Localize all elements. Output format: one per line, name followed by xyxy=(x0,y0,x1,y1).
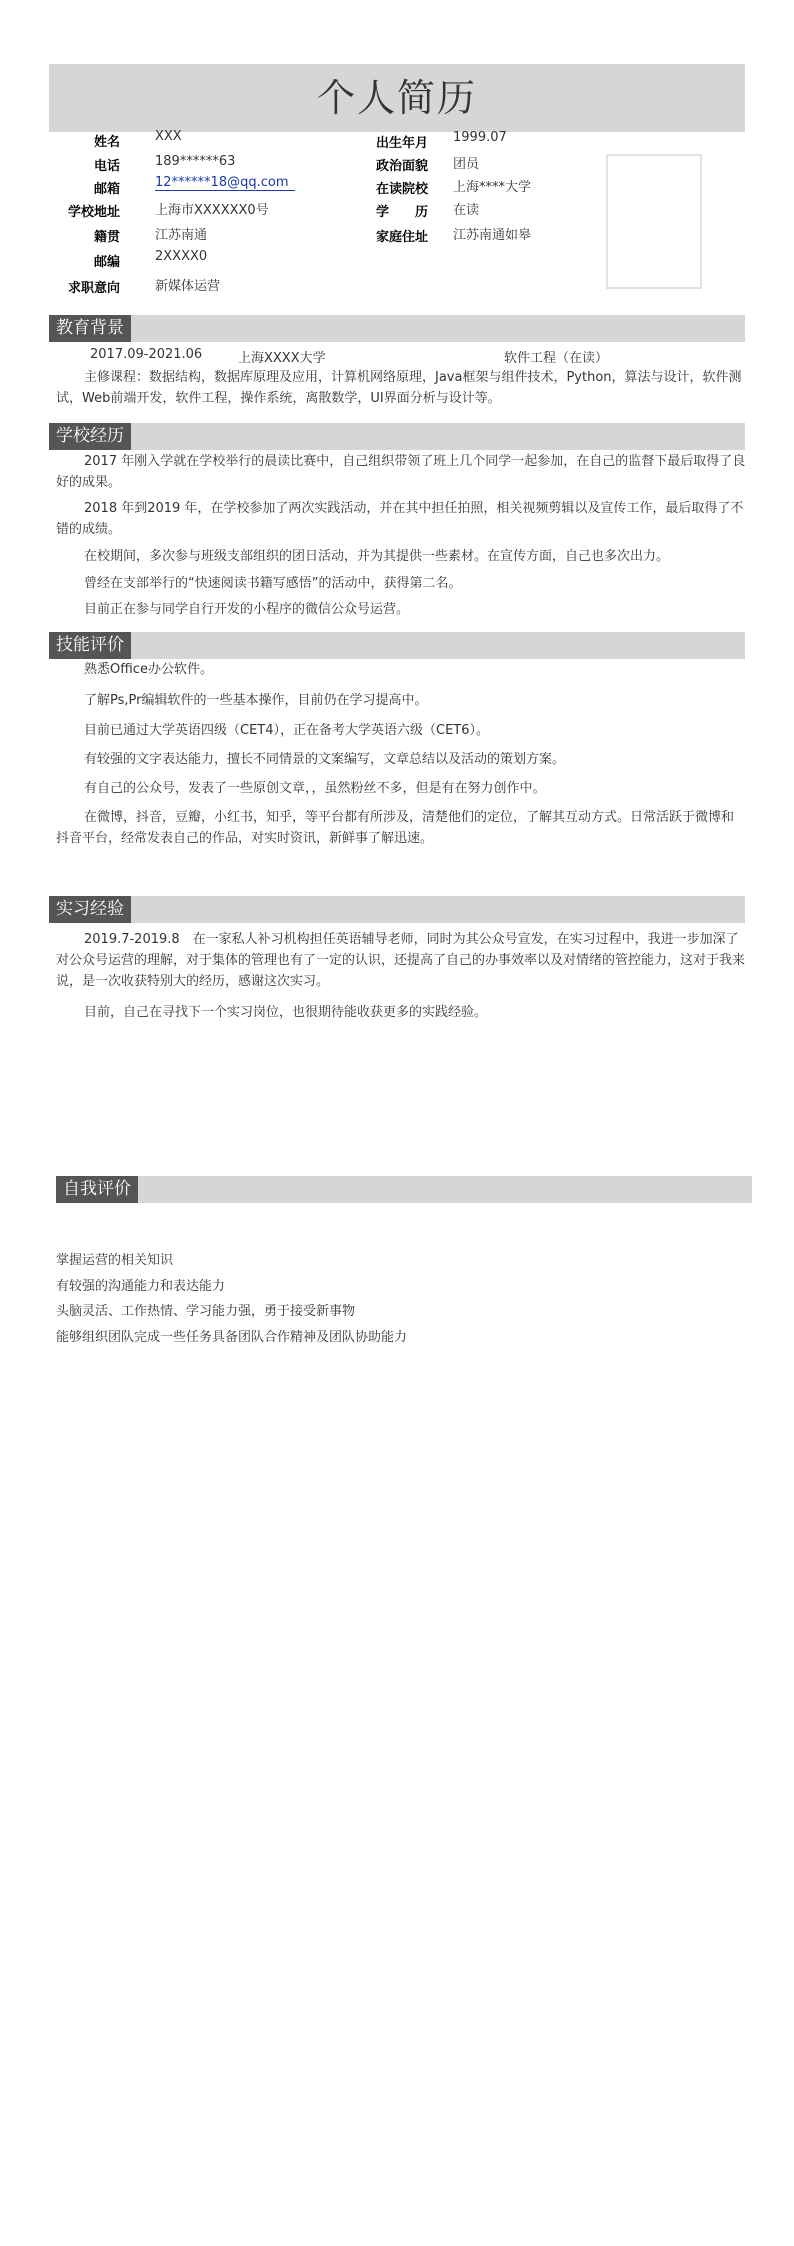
skill-item: 有较强的文字表达能力，擅长不同情景的文案编写，文章总结以及活动的策划方案。 xyxy=(84,752,566,767)
label-degree: 学 历 xyxy=(375,205,428,220)
label-school-address: 学校地址 xyxy=(67,205,120,220)
section-internship-title: 实习经验 xyxy=(49,896,131,923)
label-home-address: 家庭住址 xyxy=(375,230,428,245)
value-school-address: 上海市XXXXXX0号 xyxy=(155,203,269,218)
skill-item: 有自己的公众号，发表了一些原创文章，，虽然粉丝不多，但是有在努力创作中。 xyxy=(84,781,546,796)
section-school-header xyxy=(49,423,745,450)
value-job-objective: 新媒体运营 xyxy=(155,279,221,294)
value-name: XXX xyxy=(155,129,182,144)
school-item: 2017 年刚入学就在学校举行的晨读比赛中，自己组织带领了班上几个同学一起参加，在自己的监督下最后取得了良好的成果。 xyxy=(56,454,746,490)
education-school: 上海XXXX大学 xyxy=(238,351,326,366)
section-school-title: 学校经历 xyxy=(49,423,131,450)
section-education-header xyxy=(49,315,745,342)
section-education-title: 教育背景 xyxy=(49,315,131,342)
label-job-objective: 求职意向 xyxy=(67,281,120,296)
education-major: 软件工程（在读） xyxy=(504,351,609,366)
school-item: 目前正在参与同学自行开发的小程序的微信公众号运营。 xyxy=(84,602,410,617)
internship-item: 目前，自己在寻找下一个实习岗位，也很期待能收获更多的实践经验。 xyxy=(84,1005,488,1020)
value-phone: 189******63 xyxy=(155,154,236,169)
section-skills-header xyxy=(49,632,745,659)
value-degree: 在读 xyxy=(453,203,480,218)
self-eval-item: 能够组织团队完成一些任务具备团队合作精神及团队协助能力 xyxy=(56,1330,408,1345)
internship-item: 2019.7-2019.8 在一家私人补习机构担任英语辅导老师，同时为其公众号宣发，在实习过程中，我进一步加深了对公众号运营的理解，对于集体的管理也有了一定的认识，还提高了自己的办事效率以及对情绪的管控能力，这对于我来说，是一次收获特别大的经历，感谢这次实习。 xyxy=(56,932,746,989)
self-eval-item: 头脑灵活、工作热情、学习能力强，勇于接受新事物 xyxy=(56,1304,356,1319)
section-self-eval-header xyxy=(56,1176,752,1203)
label-political-status: 政治面貌 xyxy=(375,159,428,174)
label-name: 姓名 xyxy=(93,135,120,150)
school-item: 2018 年到2019 年，在学校参加了两次实践活动，并在其中担任拍照，相关视频剪辑以及宣传工作，最后取得了不错的成绩。 xyxy=(56,501,744,537)
photo-placeholder xyxy=(606,154,702,289)
skill-item: 目前已通过大学英语四级（CET4），正在备考大学英语六级（CET6）。 xyxy=(84,723,490,738)
value-current-school: 上海****大学 xyxy=(453,180,532,195)
value-postcode: 2XXXX0 xyxy=(155,249,208,264)
value-hometown: 江苏南通 xyxy=(155,228,208,243)
value-political-status: 团员 xyxy=(453,157,480,172)
school-item: 在校期间，多次参与班级支部组织的团日活动，并为其提供一些素材。在宣传方面，自己也多次出力。 xyxy=(84,549,670,564)
resume-title: 个人简历 xyxy=(316,76,477,120)
label-birth-date: 出生年月 xyxy=(375,136,428,151)
label-phone: 电话 xyxy=(93,159,120,174)
label-email: 邮箱 xyxy=(93,182,120,197)
section-skills-title: 技能评价 xyxy=(49,632,131,659)
school-item: 曾经在支部举行的“快速阅读书籍写感悟”的活动中，获得第二名。 xyxy=(84,576,462,591)
label-postcode: 邮编 xyxy=(93,255,120,270)
skill-item: 了解Ps,Pr编辑软件的一些基本操作，目前仍在学习提高中。 xyxy=(84,693,428,708)
value-email[interactable]: 12******18@qq.com xyxy=(155,175,295,191)
title-banner xyxy=(49,64,745,132)
education-period: 2017.09-2021.06 xyxy=(90,347,203,362)
skill-item: 在微博，抖音，豆瓣，小红书，知乎，等平台都有所涉及，清楚他们的定位，了解其互动方式。日常活跃于微博和抖音平台，经常发表自己的作品，对实时资讯，新鲜事了解迅速。 xyxy=(56,810,735,846)
skill-item: 熟悉Office办公软件。 xyxy=(84,662,213,677)
self-eval-item: 有较强的沟通能力和表达能力 xyxy=(56,1279,226,1294)
label-current-school: 在读院校 xyxy=(375,182,428,197)
section-internship-header xyxy=(49,896,745,923)
value-home-address: 江苏南通如皋 xyxy=(453,228,532,243)
self-eval-item: 掌握运营的相关知识 xyxy=(56,1253,174,1268)
education-courses: 主修课程：数据结构，数据库原理及应用，计算机网络原理，Java框架与组件技术，Python，算法与设计，软件测试，Web前端开发，软件工程，操作系统，离散数学，UI界面分析与设计等。 xyxy=(56,370,742,406)
section-self-eval-title: 自我评价 xyxy=(56,1176,138,1203)
label-hometown: 籍贯 xyxy=(93,230,120,245)
value-birth-date: 1999.07 xyxy=(453,130,507,145)
